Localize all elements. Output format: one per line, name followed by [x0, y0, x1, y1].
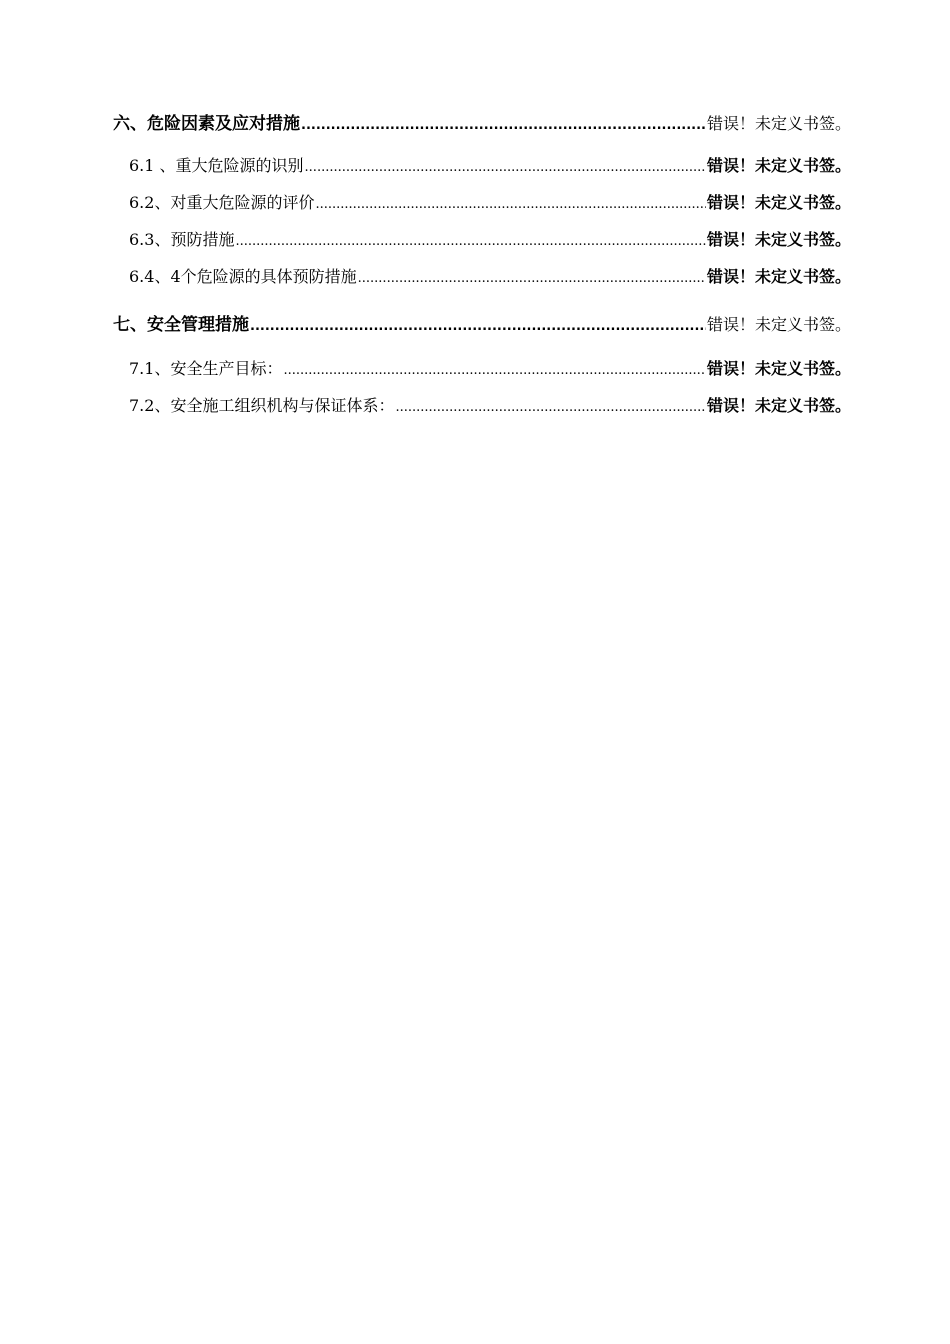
toc-dot-leader — [235, 234, 706, 249]
toc-entry-section-6[interactable] — [113, 109, 851, 133]
toc-entry-7-1[interactable] — [129, 356, 851, 380]
toc-entry-title: 六、危险因素及应对措施 — [113, 114, 300, 134]
toc-entry-title: 6.1 、重大危险源的识别 — [129, 156, 304, 175]
toc-entry-title: 7.1、安全生产目标： — [129, 359, 283, 378]
toc-entry-title: 6.4、4个危险源的具体预防措施 — [129, 267, 357, 286]
toc-dot-leader — [395, 400, 706, 415]
toc-entry-page-ref: 错误！未定义书签。 — [706, 315, 851, 334]
toc-entry-page-ref: 错误！未定义书签。 — [706, 114, 851, 133]
toc-entry-page-ref: 错误！未定义书签。 — [706, 156, 851, 175]
toc-dot-leader — [305, 160, 706, 175]
toc-entry-6-1[interactable] — [129, 153, 851, 177]
toc-dot-leader — [283, 363, 706, 378]
toc-entry-page-ref: 错误！未定义书签。 — [706, 359, 851, 378]
toc-dot-leader — [250, 319, 706, 334]
toc-dot-leader — [301, 118, 706, 133]
toc-entry-6-4[interactable] — [129, 264, 851, 288]
toc-entry-title: 6.2、对重大危险源的评价 — [129, 193, 315, 212]
toc-entry-6-3[interactable] — [129, 227, 851, 251]
toc-entry-page-ref: 错误！未定义书签。 — [706, 230, 851, 249]
toc-entry-page-ref: 错误！未定义书签。 — [706, 396, 851, 415]
toc-entry-title: 7.2、安全施工组织机构与保证体系： — [129, 396, 395, 415]
toc-dot-leader — [315, 197, 706, 212]
toc-dot-leader — [358, 271, 706, 286]
toc-entry-6-2[interactable] — [129, 190, 851, 214]
toc-entry-page-ref: 错误！未定义书签。 — [706, 193, 851, 212]
toc-entry-section-7[interactable] — [113, 310, 851, 334]
toc-entry-page-ref: 错误！未定义书签。 — [706, 267, 851, 286]
toc-entry-title: 七、安全管理措施 — [113, 315, 249, 335]
toc-entry-7-2[interactable] — [129, 393, 851, 417]
toc-entry-title: 6.3、预防措施 — [129, 230, 235, 249]
